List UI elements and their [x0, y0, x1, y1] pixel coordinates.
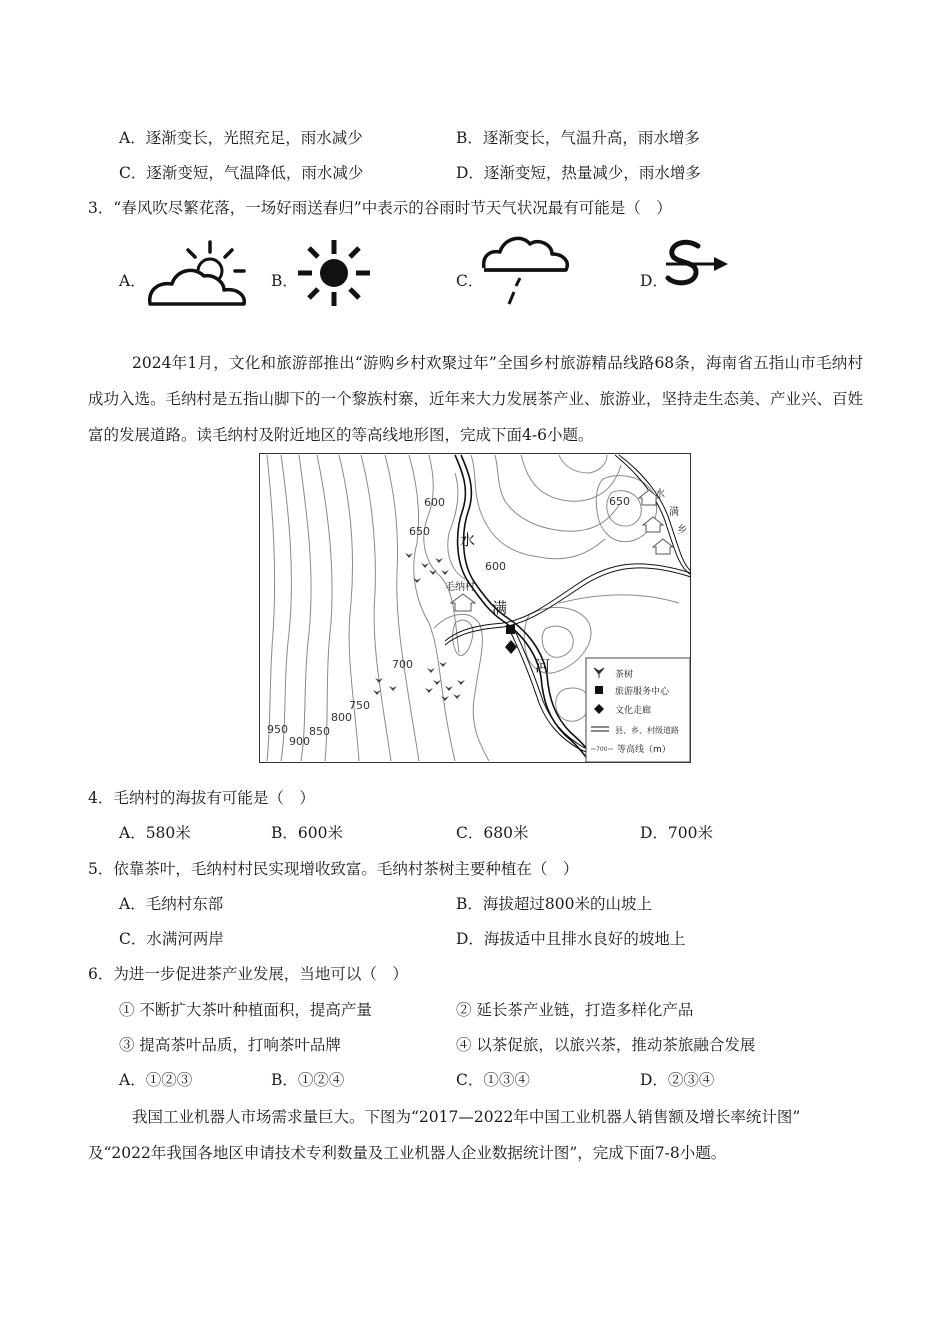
partly-cloudy-icon	[146, 238, 250, 312]
q6-statement-2: ② 延长茶产业链，打造多样化产品	[456, 1001, 694, 1019]
contour-label: 750	[349, 699, 370, 712]
river-label-char: 河	[535, 657, 551, 675]
q5-option-a: A．毛纳村东部	[119, 895, 224, 913]
q6-stem: 6．为进一步促进茶产业发展，当地可以（ ）	[88, 965, 408, 983]
contour-label: 900	[289, 735, 310, 748]
legend-tea: 茶树	[615, 670, 634, 680]
q2-option-a: A．逐渐变长，光照充足，雨水减少	[119, 129, 363, 147]
contour-label: 650	[609, 495, 630, 508]
township-label-char: 水	[655, 489, 665, 500]
intro-paragraph-robots-line1: 我国工业机器人市场需求量巨大。下图为“2017—2022年中国工业机器人销售额及增长率统计图”	[132, 1108, 801, 1126]
q6-option-b: B．①②④	[271, 1071, 345, 1089]
q2-option-d: D．逐渐变短，热量减少，雨水增多	[456, 164, 701, 182]
legend-road: 县、乡、村级道路	[615, 726, 679, 735]
q5-option-b: B．海拔超过800米的山坡上	[456, 895, 652, 913]
contour-label: 700	[392, 658, 413, 671]
q3-stem: 3．“春风吹尽繁花落，一场好雨送春归”中表示的谷雨时节天气状况最有可能是（ ）	[88, 199, 672, 217]
contour-map	[259, 453, 692, 768]
q3-option-c-label: C．	[456, 272, 484, 290]
rain-icon	[480, 232, 570, 316]
contour-label: 850	[309, 725, 330, 738]
intro-paragraph-robots-line2: 及“2022年我国各地区申请技术专利数量及工业机器人企业数据统计图”，完成下面7-8小题。	[88, 1144, 727, 1162]
q6-option-c: C．①③④	[456, 1071, 530, 1089]
q2-option-c: C．逐渐变短，气温降低，雨水减少	[119, 164, 364, 182]
village-label: 毛纳村	[445, 582, 475, 593]
q6-statement-3: ③ 提高茶叶品质，打响茶叶品牌	[119, 1036, 341, 1054]
q4-option-d: D．700米	[640, 824, 714, 842]
q5-stem: 5．依靠茶叶，毛纳村村民实现增收致富。毛纳村茶树主要种植在（ ）	[88, 860, 579, 878]
q3-option-a-label: A．	[119, 272, 146, 290]
map-legend	[586, 658, 690, 762]
q6-statement-4: ④ 以茶促旅，以旅兴茶，推动茶旅融合发展	[456, 1036, 756, 1054]
legend-contour-sample: 700	[596, 746, 608, 753]
legend-contour: 等高线（m）	[617, 745, 671, 755]
q4-option-c: C．680米	[456, 824, 529, 842]
contour-label: 650	[409, 525, 430, 538]
contour-label: 600	[424, 496, 445, 509]
legend-culture: 文化走廊	[615, 706, 652, 716]
river-label-char: 水	[460, 531, 476, 549]
contour-label: 600	[485, 560, 506, 573]
q5-option-c: C．水满河两岸	[119, 930, 224, 948]
township-label-char: 乡	[677, 525, 687, 536]
q6-option-d: D．②③④	[640, 1071, 715, 1089]
q4-option-b: B．600米	[271, 824, 343, 842]
intro-paragraph-maona: 2024年1月，文化和旅游部推出“游购乡村欢聚过年”全国乡村旅游精品线路68条，海南省五指山市毛纳村成功入选。毛纳村是五指山脚下的一个黎族村寨，近年来大力发展茶产业、旅游业，坚持走生态美、产业兴、百姓富的发展道路。读毛纳村及附近地区的等高线地形图，完成下面4-6小题。	[88, 354, 864, 444]
sunny-icon	[296, 238, 372, 312]
tourist-service-center-marker	[506, 625, 515, 634]
township-label-char: 满	[669, 507, 679, 518]
q4-stem: 4．毛纳村的海拔有可能是（ ）	[88, 789, 315, 807]
q3-option-b-label: B．	[271, 272, 298, 290]
contour-label: 800	[331, 711, 352, 724]
q4-option-a: A．580米	[119, 824, 191, 842]
contour-label: 950	[267, 723, 288, 736]
q5-option-d: D．海拔适中且排水良好的坡地上	[456, 930, 686, 948]
legend-service: 旅游服务中心	[615, 687, 670, 697]
river-label-char: 满	[492, 599, 508, 617]
sandstorm-icon	[664, 238, 732, 296]
q2-option-b: B．逐渐变长，气温升高，雨水增多	[456, 129, 700, 147]
q6-option-a: A．①②③	[119, 1071, 193, 1089]
q3-option-d-label: D．	[640, 272, 668, 290]
q6-statement-1: ① 不断扩大茶叶种植面积，提高产量	[119, 1001, 372, 1019]
